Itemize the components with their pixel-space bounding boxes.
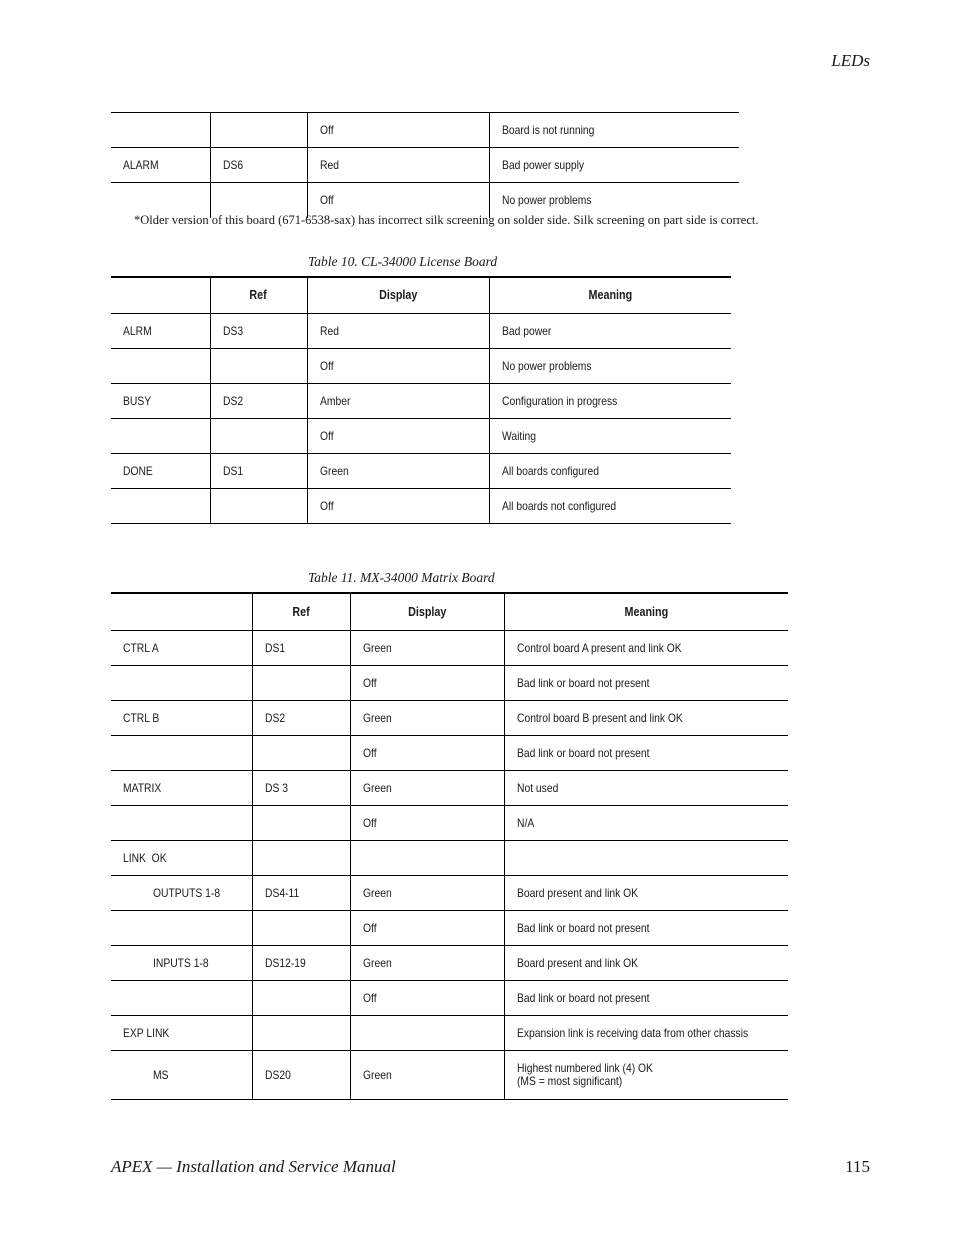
led-name-cell [111,980,252,1015]
display-cell: Off [350,665,504,700]
table-row [111,453,731,488]
meaning-cell: Bad link or board not present [504,910,788,945]
led-name-cell [111,910,252,945]
led-name-cell [111,113,210,148]
meaning-cell: All boards not configured [489,488,731,523]
meaning-cell: Bad link or board not present [504,980,788,1015]
license-board-led-table [111,276,731,524]
table-10-caption: Table 10. CL-34000 License Board [308,254,498,269]
ref-cell [210,113,307,148]
led-name-cell: BUSY [123,393,152,408]
display-cell: Green [350,630,504,665]
display-cell: Off [307,418,489,453]
display-cell [350,1015,504,1050]
table-row [111,875,788,910]
ref-cell: DS2 [210,383,307,418]
ref-cell: DS1 [210,453,307,488]
table-row [111,805,788,840]
led-name-cell [111,488,210,523]
meaning-cell [504,1050,788,1099]
ref-cell: DS20 [252,1050,350,1099]
display-cell: Green [307,453,489,488]
display-cell: Off [307,183,489,218]
led-name-cell: CTRL B [123,710,160,725]
display-cell: Off [307,113,489,148]
table-header-row [111,277,731,313]
table-row [111,348,731,383]
table-row [111,735,788,770]
table-row [111,1015,788,1050]
led-name-cell: DONE [123,463,153,478]
led-name-cell [111,348,210,383]
led-name-cell: MATRIX [123,780,162,795]
display-cell: Green [350,945,504,980]
table-header-row [111,593,788,630]
meaning-cell: Waiting [489,418,731,453]
meaning-line: Highest numbered link (4) OK [516,1060,653,1075]
ref-cell [210,418,307,453]
ref-cell [252,840,350,875]
ref-cell [252,1015,350,1050]
led-name-cell: CTRL A [123,640,159,655]
meaning-cell: Board present and link OK [504,875,788,910]
meaning-cell: No power problems [489,348,731,383]
led-name-cell [111,418,210,453]
table-row [111,910,788,945]
meaning-cell: Board is not running [489,113,739,148]
table-row [111,383,731,418]
meaning-cell: Bad power supply [489,148,739,183]
ref-cell [252,735,350,770]
meaning-cell: N/A [504,805,788,840]
header-ref: Ref [210,277,307,313]
meaning-cell: Board present and link OK [504,945,788,980]
header-ref: Ref [252,593,350,630]
page-number: 115 [845,1157,870,1176]
led-name-cell: ALRM [123,323,152,338]
display-cell: Green [350,770,504,805]
display-cell: Off [307,488,489,523]
display-cell: Red [307,148,489,183]
header-display: Display [307,277,489,313]
led-name-cell: INPUTS 1-8 [153,955,209,970]
table-row [111,840,788,875]
table-row [111,980,788,1015]
meaning-cell: Expansion link is receiving data from other chassis [504,1015,788,1050]
meaning-cell: No power problems [489,183,739,218]
meaning-cell: All boards configured [489,453,731,488]
table-row [111,113,739,148]
header-name [111,593,252,630]
display-cell: Green [350,700,504,735]
ref-cell: DS4-11 [252,875,350,910]
ref-cell [252,805,350,840]
ref-cell: DS2 [252,700,350,735]
ref-cell [252,665,350,700]
meaning-cell: Configuration in progress [489,383,731,418]
led-name-cell [111,805,252,840]
ref-cell: DS1 [252,630,350,665]
led-name-cell [111,735,252,770]
led-name-cell: LINK OK [123,850,167,865]
table-row [111,148,739,183]
display-cell: Off [350,980,504,1015]
meaning-cell: Control board A present and link OK [504,630,788,665]
meaning-cell: Bad link or board not present [504,735,788,770]
display-cell: Green [350,1050,504,1099]
ref-cell [210,348,307,383]
table-row [111,418,731,453]
led-name-cell [111,665,252,700]
header-meaning: Meaning [489,277,731,313]
ref-cell [252,910,350,945]
led-name-cell: MS [153,1067,169,1082]
display-cell: Off [350,910,504,945]
ref-cell [210,488,307,523]
ref-cell: DS12-19 [252,945,350,980]
meaning-cell: Control board B present and link OK [504,700,788,735]
meaning-cell: Not used [504,770,788,805]
table-row [111,488,731,523]
led-name-cell: OUTPUTS 1-8 [153,885,221,900]
ref-cell [252,980,350,1015]
display-cell [350,840,504,875]
header-display: Display [350,593,504,630]
ref-cell: DS3 [210,313,307,348]
led-name-cell: ALARM [123,158,159,172]
ref-cell: DS6 [210,148,307,183]
table-11-caption: Table 11. MX-34000 Matrix Board [308,570,495,585]
header-name [111,277,210,313]
led-name-cell: EXP LINK [123,1025,170,1040]
continued-led-table [111,112,739,218]
meaning-cell: Bad power [489,313,731,348]
ref-cell: DS 3 [252,770,350,805]
header-meaning: Meaning [504,593,788,630]
display-cell: Off [307,348,489,383]
table-row [111,1050,788,1099]
table-row [111,700,788,735]
table-row [111,665,788,700]
running-head: LEDs [831,51,870,70]
display-cell: Off [350,805,504,840]
table-row [111,630,788,665]
meaning-line: (MS = most significant) [516,1073,622,1088]
display-cell: Off [350,735,504,770]
display-cell: Red [307,313,489,348]
footnote: *Older version of this board (671-6538-sax) has incorrect silk screening on solder side. Silk screening on part side is correct. [134,213,759,227]
display-cell: Green [350,875,504,910]
meaning-cell: Bad link or board not present [504,665,788,700]
matrix-board-led-table [111,592,788,1100]
table-row [111,313,731,348]
footer-title: APEX — Installation and Service Manual [111,1157,396,1176]
table-row [111,770,788,805]
table-row [111,945,788,980]
display-cell: Amber [307,383,489,418]
meaning-cell [504,840,788,875]
